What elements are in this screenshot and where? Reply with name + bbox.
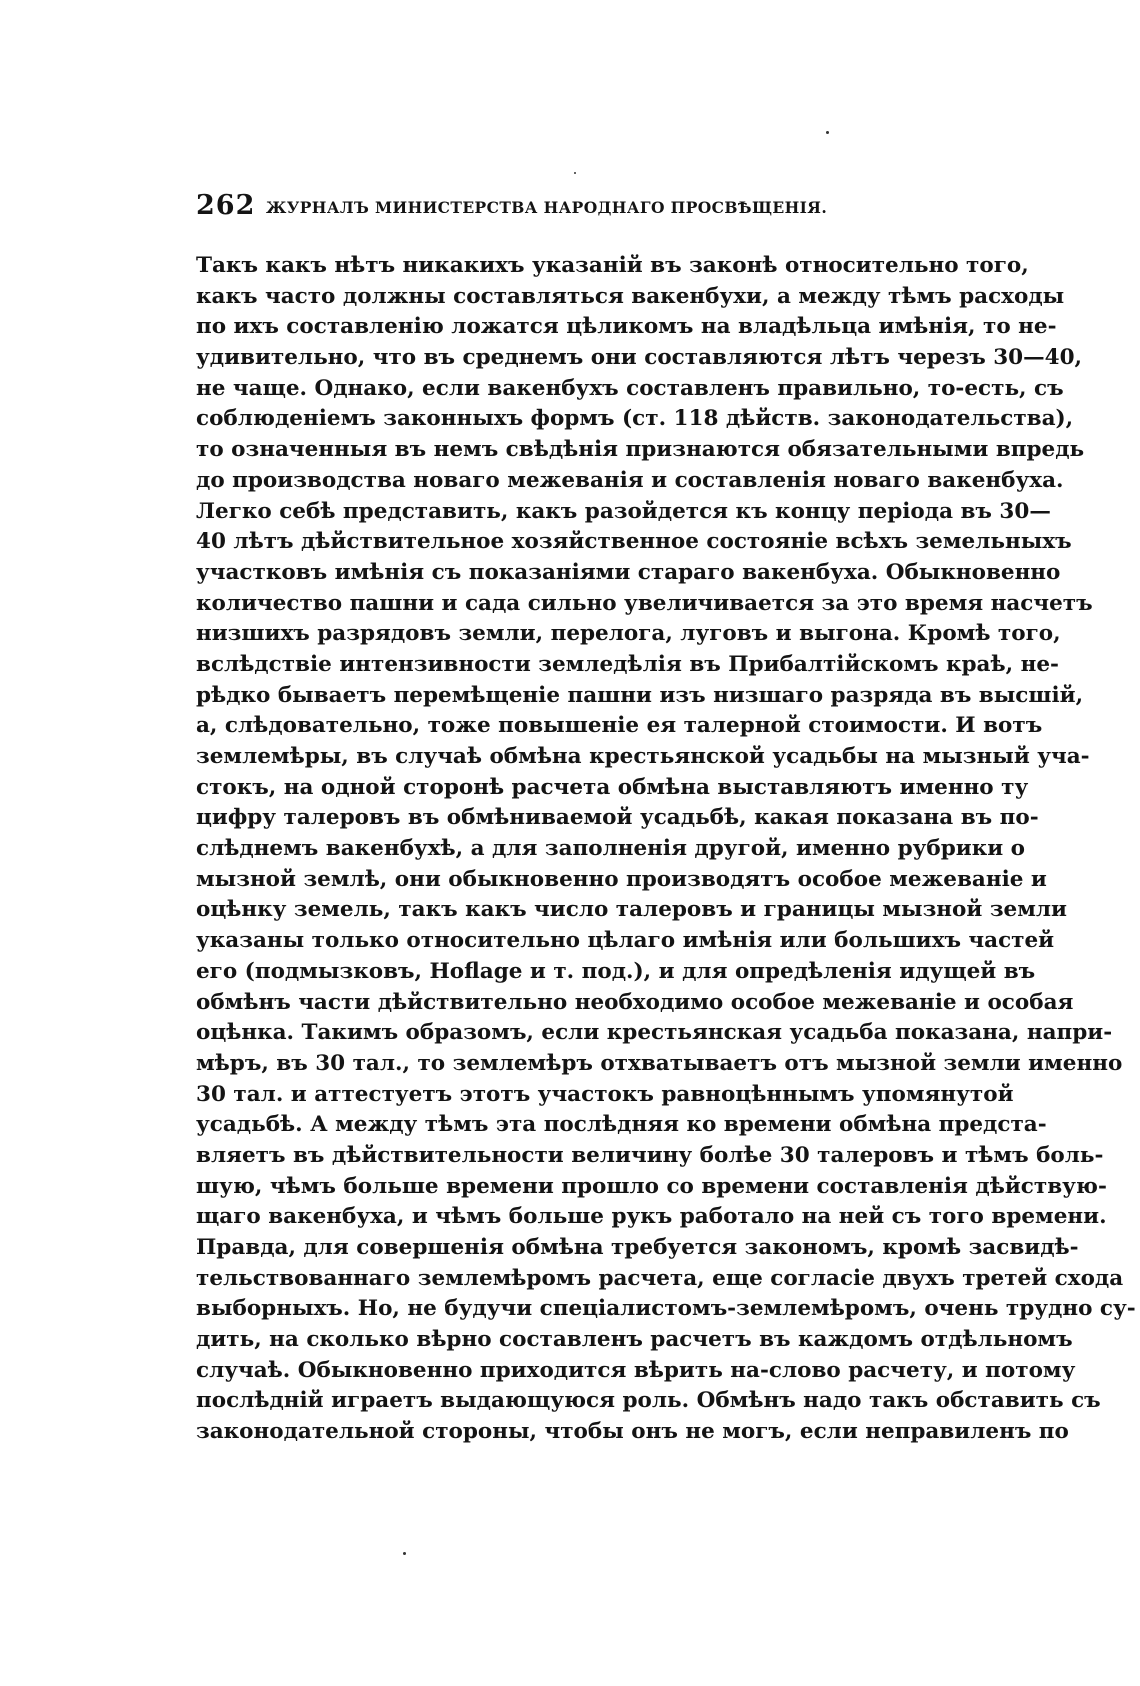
print-speck: [826, 131, 829, 134]
text-line: оцѣнку земель, такъ какъ число талеровъ и границы мызной земли: [196, 897, 1068, 923]
text-line: его (подмызковъ, Hoflage и т. под.), и для опредѣленія идущей въ: [196, 958, 1036, 984]
text-line: то означенныя въ немъ свѣдѣнія признаются обязательными впредь: [196, 437, 1085, 463]
running-title: ЖУРНАЛЪ МИНИСТЕРСТВА НАРОДНАГО ПРОСВѢЩЕНІЯ.: [266, 198, 828, 217]
text-line: какъ часто должны составляться вакенбухи, а между тѣмъ расходы: [196, 283, 1065, 309]
text-line: выборныхъ. Но, не будучи спеціалистомъ-землемѣромъ, очень трудно су-: [196, 1296, 1136, 1322]
text-line: не чаще. Однако, если вакенбухъ составленъ правильно, то-есть, съ: [196, 375, 1064, 401]
text-line: землемѣры, въ случаѣ обмѣна крестьянской усадьбы на мызный уча-: [196, 744, 1090, 769]
text-line: рѣдко бываетъ перемѣщеніе пашни изъ низшаго разряда въ высшій,: [196, 682, 1084, 708]
text-line: по ихъ составленію ложатся цѣликомъ на владѣльца имѣнія, то не-: [196, 314, 1057, 340]
text-line: количество пашни и сада сильно увеличивается за это время насчетъ: [196, 590, 1093, 616]
text-line: Легко себѣ представить, какъ разойдется къ концу періода въ 30—: [196, 498, 1051, 524]
text-line: вслѣдствіе интензивности земледѣлія въ Прибалтійскомъ краѣ, не-: [196, 651, 1059, 677]
text-line: 40 лѣтъ дѣйствительное хозяйственное состояніе всѣхъ земельныхъ: [196, 529, 1072, 555]
text-line: низшихъ разрядовъ земли, перелога, луговъ и выгона. Кромѣ того,: [196, 621, 1061, 647]
page-header: [196, 190, 956, 230]
text-line: Такъ какъ нѣтъ никакихъ указаній въ законѣ относительно того,: [196, 253, 1029, 278]
text-line: обмѣнъ части дѣйствительно необходимо особое межеваніе и особая: [196, 989, 1074, 1015]
text-line: цифру талеровъ въ обмѣниваемой усадьбѣ, какая показана въ по-: [196, 805, 1039, 831]
text-line: послѣдній играетъ выдающуюся роль. Обмѣнъ надо такъ обставить съ: [196, 1388, 1101, 1414]
text-line: указаны только относительно цѣлаго имѣнія или большихъ частей: [196, 928, 1055, 954]
text-line: усадьбѣ. А между тѣмъ эта послѣдняя ко времени обмѣна предста-: [196, 1112, 1047, 1138]
text-line: Правда, для совершенія обмѣна требуется закономъ, кромѣ засвидѣ-: [196, 1235, 1079, 1260]
text-line: дить, на сколько вѣрно составленъ расчетъ въ каждомъ отдѣльномъ: [196, 1327, 1073, 1353]
text-line: удивительно, что въ среднемъ они составляются лѣтъ черезъ 30—40,: [196, 345, 1083, 371]
text-line: тельствованнаго землемѣромъ расчета, еще согласіе двухъ третей схода: [196, 1265, 1124, 1291]
text-line: случаѣ. Обыкновенно приходится вѣрить на-слово расчету, и потому: [196, 1357, 1076, 1383]
print-speck: [574, 172, 576, 174]
text-line: а, слѣдовательно, тоже повышеніе ея талерной стоимости. И вотъ: [196, 713, 1043, 739]
body-text: [196, 251, 1136, 1448]
text-line: до производства новаго межеванія и составленія новаго вакенбуха.: [196, 467, 1064, 493]
text-line: слѣднемъ вакенбухѣ, а для заполненія другой, именно рубрики о: [196, 836, 1026, 862]
text-line: щаго вакенбуха, и чѣмъ больше рукъ работало на ней съ того времени.: [196, 1204, 1107, 1230]
page-number: 262: [196, 190, 256, 221]
text-line: вляетъ въ дѣйствительности величину болѣе 30 талеровъ и тѣмъ боль-: [196, 1142, 1104, 1168]
text-line: оцѣнка. Такимъ образомъ, если крестьянская усадьба показана, напри-: [196, 1020, 1113, 1046]
text-line: стокъ, на одной сторонѣ расчета обмѣна выставляютъ именно ту: [196, 774, 1029, 800]
text-line: соблюденіемъ законныхъ формъ (ст. 118 дѣйств. законодательства),: [196, 406, 1074, 432]
text-line: законодательной стороны, чтобы онъ не могъ, если неправиленъ по: [196, 1419, 1069, 1445]
text-line: мызной землѣ, они обыкновенно производятъ особое межеваніе и: [196, 866, 1047, 892]
text-line: шую, чѣмъ больше времени прошло со времени составленія дѣйствую-: [196, 1173, 1107, 1199]
text-line: 30 тал. и аттестуетъ этотъ участокъ равноцѣннымъ упомянутой: [196, 1081, 1014, 1107]
print-speck: [403, 1552, 406, 1555]
text-line: мѣръ, въ 30 тал., то землемѣръ отхватываетъ отъ мызной земли именно: [196, 1050, 1123, 1076]
text-line: участковъ имѣнія съ показаніями стараго вакенбуха. Обыкновенно: [196, 559, 1061, 585]
